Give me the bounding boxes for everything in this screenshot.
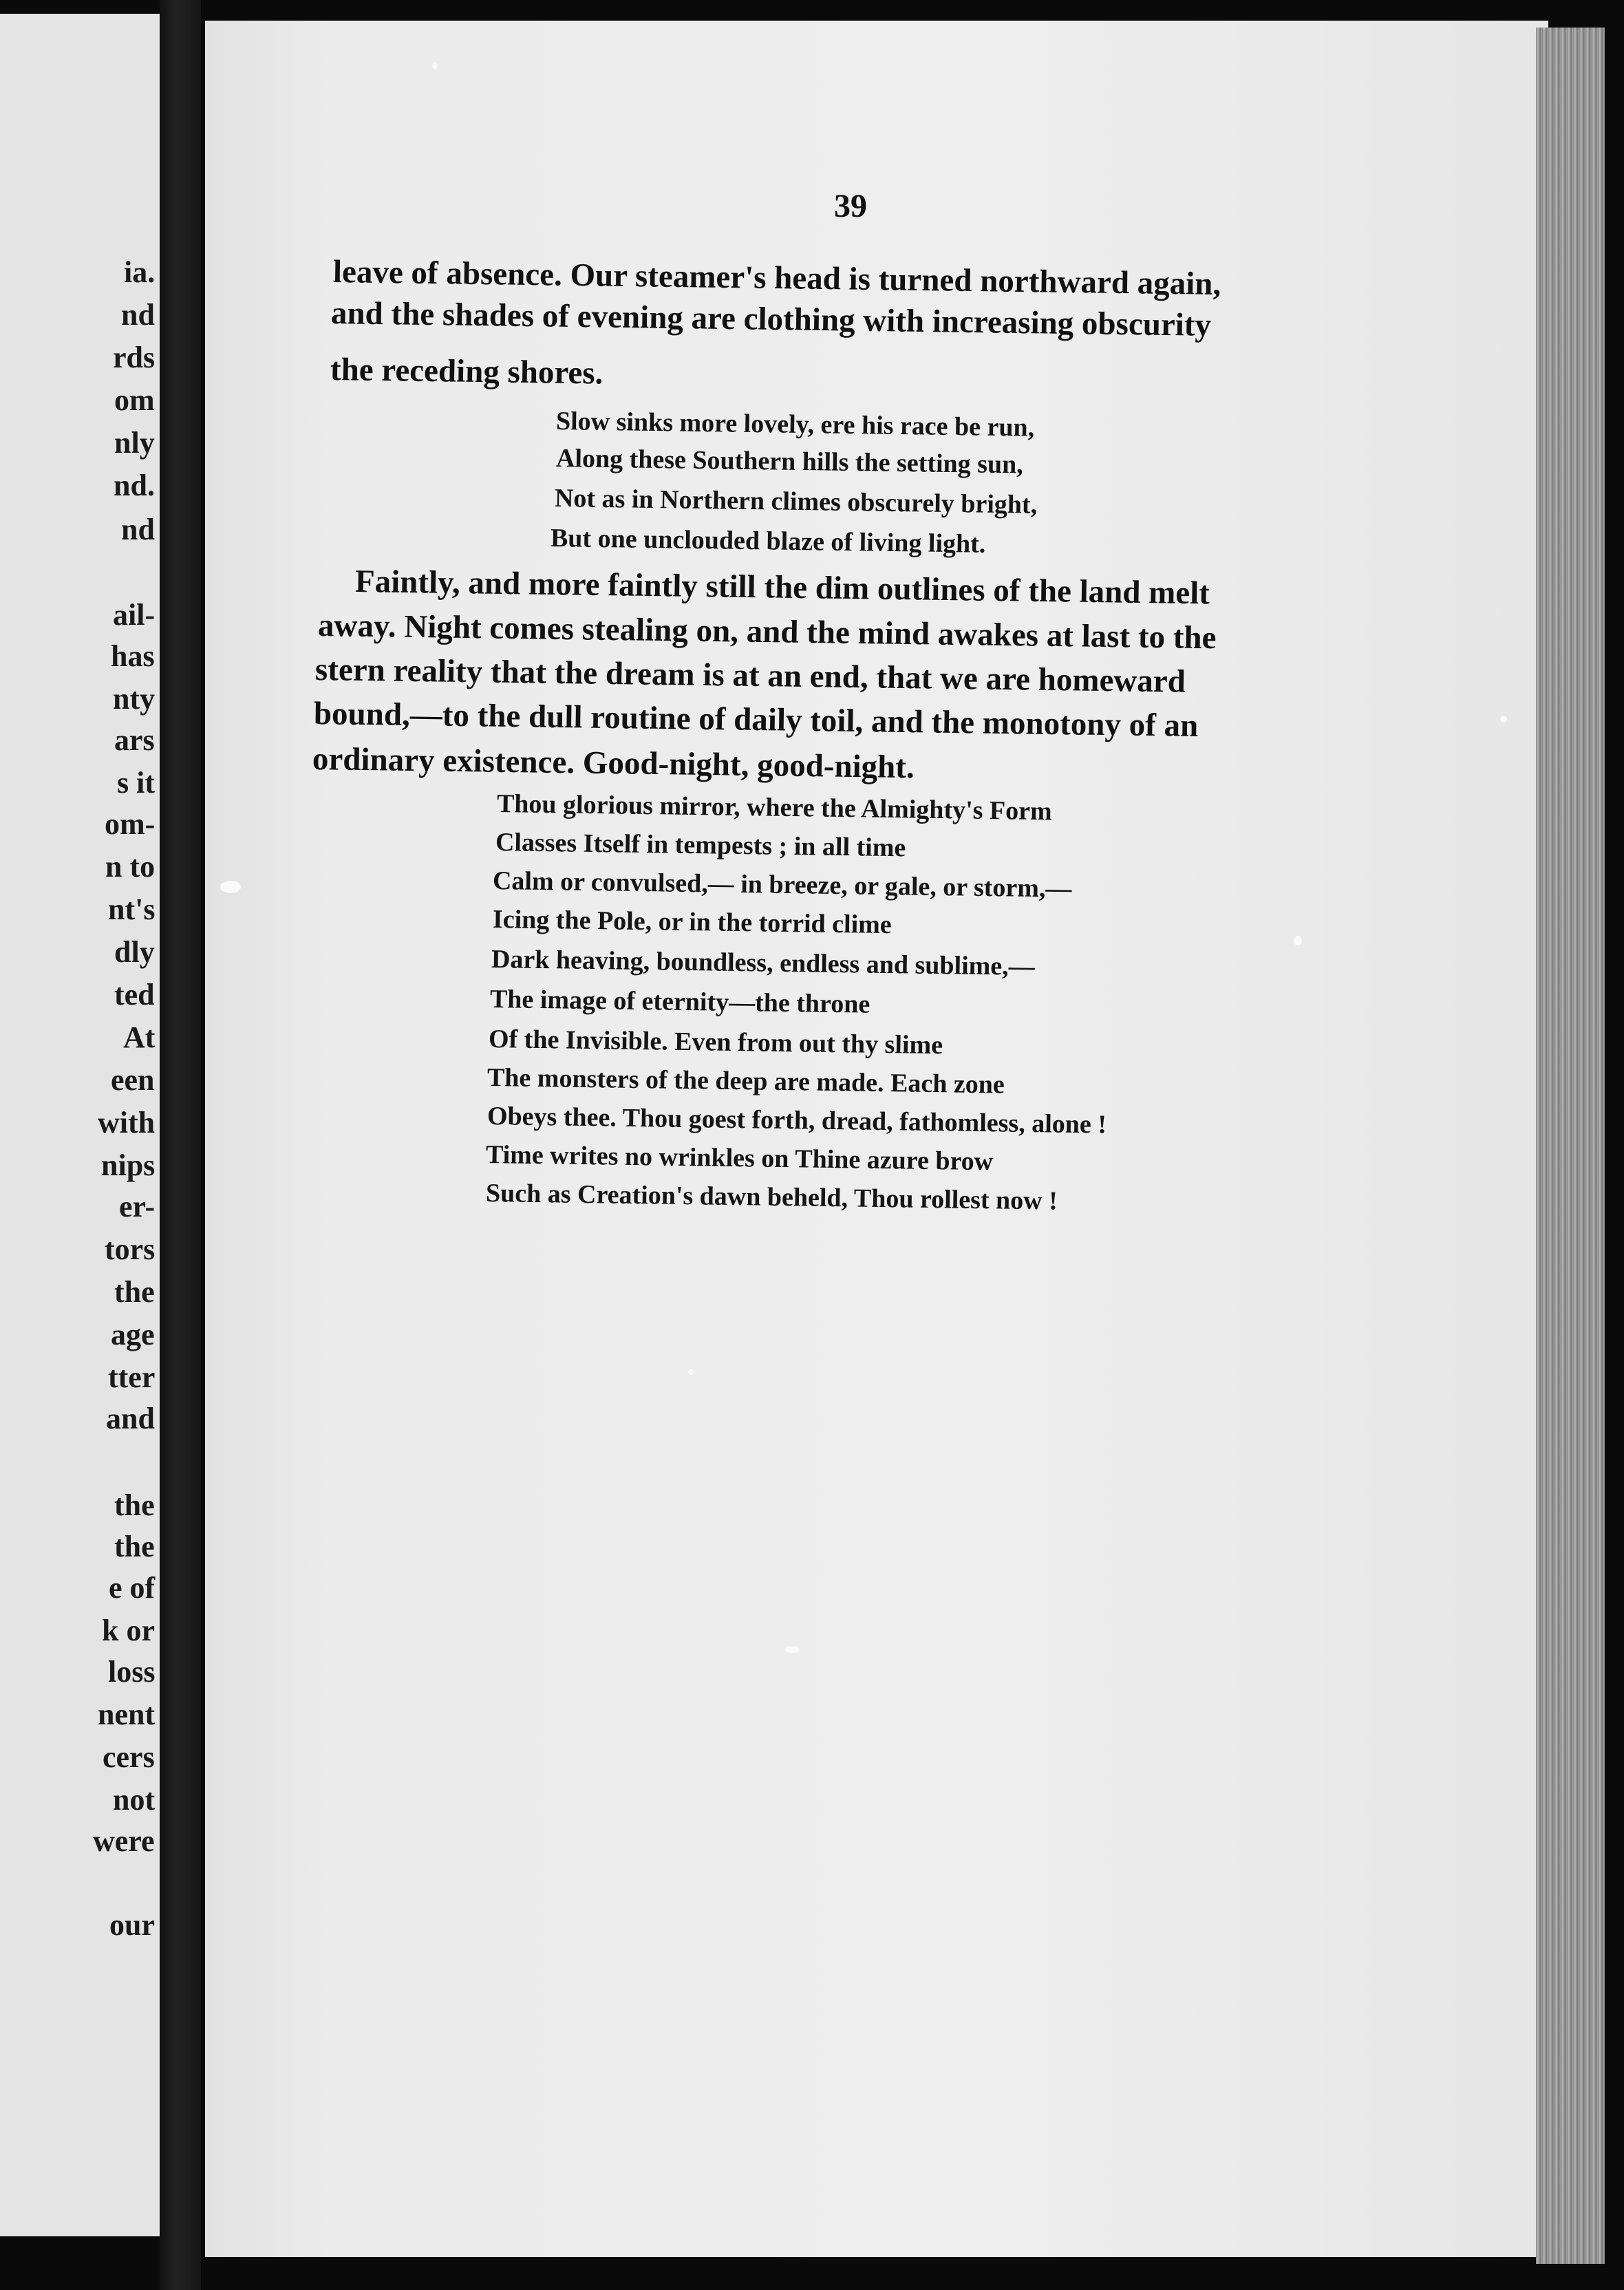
facing-page-fragment-text: age [111,1318,155,1351]
facing-page-fragment-text: tors [105,1232,156,1266]
paragraph-1-line: and the shades of evening are clothing with increasing obscurity [330,295,1212,343]
facing-page-fragment-text: with [98,1106,156,1139]
facing-page-fragment-text: were [93,1824,155,1858]
facing-page-fragment-text: nt's [108,892,156,926]
facing-page-fragment-text: loss [108,1655,156,1689]
facing-page-fragment-text: has [111,639,155,673]
scan-speck [1500,716,1507,723]
verse-1-line: Not as in Northern climes obscurely bright, [554,484,1038,520]
verse-1-line: Slow sinks more lovely, ere his race be run, [555,407,1035,442]
page-number: 39 [834,188,867,224]
facing-page-fragment-text: nd [121,298,155,332]
facing-page-fragment-text: ail- [113,598,156,632]
facing-page-fragment-text: nent [98,1698,156,1731]
facing-page-fragment-text: e of [109,1571,156,1605]
facing-page-fragment-text: een [111,1063,155,1097]
facing-page-fragment-text: om [114,383,155,417]
verse-2-line: Classes Itself in tempests ; in all time [495,828,906,863]
facing-page-fragment [0,14,160,2236]
facing-page-fragment-text: om- [105,807,156,841]
facing-page-fragment-text: the [114,1530,155,1563]
verse-2-line: Thou glorious mirror, where the Almighty's Form [496,789,1052,826]
scan-speck [784,1646,800,1653]
verse-2-line: The monsters of the deep are made. Each zone [487,1063,1005,1100]
scan-speck [220,881,241,893]
scan-speck [1294,936,1302,945]
verse-1-line: Along these Southern hills the setting sun, [555,444,1024,480]
paragraph-1-line: leave of absence. Our steamer's head is turned northward again, [332,254,1221,303]
facing-page-fragment-text: rds [113,341,156,374]
facing-page-fragment-text: cers [103,1740,155,1774]
facing-page-fragment-text: nd [121,513,155,546]
facing-page-fragment-text: ia. [124,255,156,289]
scan-speck [432,63,438,69]
verse-2-line: Icing the Pole, or in the torrid clime [492,905,892,940]
facing-page-fragment-text: n to [105,850,156,884]
verse-2-line: Time writes no wrinkles on Thine azure brow [485,1140,994,1177]
page-edges [1536,28,1605,2264]
verse-1-line: But one unclouded blaze of living light. [550,524,986,559]
facing-page-fragment-text: nd. [114,469,155,502]
verse-2-line: Dark heaving, boundless, endless and sublime,— [491,945,1035,982]
facing-page-fragment-text: not [113,1783,156,1817]
paragraph-2-line: stern reality that the dream is at an end, that we are homeward [314,652,1186,700]
facing-page-fragment-text: dly [114,935,155,969]
facing-page-fragment-text: ted [114,978,155,1012]
book-gutter [160,0,201,2290]
facing-page-fragment-text: At [123,1020,156,1054]
verse-2-line: The image of eternity—the throne [489,985,870,1019]
verse-2-line: Calm or convulsed,— in breeze, or gale, or storm,— [492,866,1072,903]
facing-page-fragment-text: the [114,1488,155,1522]
verse-2-line: Such as Creation's dawn beheld, Thou rollest now ! [485,1179,1058,1216]
paragraph-2-line: Faintly, and more faintly still the dim outlines of the land melt [354,564,1210,612]
facing-page-fragment-text: our [109,1908,155,1942]
paragraph-2-line: away. Night comes stealing on, and the mind awakes at last to the [317,608,1217,656]
facing-page-fragment-text: the [114,1275,155,1309]
facing-page-fragment-text: k or [102,1614,155,1647]
verse-2-line: Obeys thee. Thou goest forth, dread, fathomless, alone ! [487,1102,1107,1139]
facing-page-fragment-text: tter [108,1360,156,1394]
paragraph-2-line: ordinary existence. Good-night, good-night. [312,741,915,786]
facing-page-fragment-text: ars [114,723,155,757]
paragraph-1-line: the receding shores. [330,352,603,392]
facing-page-fragment-text: nly [114,426,155,460]
facing-page-fragment-text: and [106,1402,155,1435]
facing-page-fragment-text: nty [113,682,156,716]
facing-page-fragment-text: s it [117,766,155,800]
scan-speck [688,1369,694,1375]
paragraph-2-line: bound,—to the dull routine of daily toil, and the monotony of an [313,696,1199,744]
facing-page-fragment-text: nips [101,1148,156,1182]
facing-page-fragment-text: er- [119,1190,156,1223]
verse-2-line: Of the Invisible. Even from out thy slime [488,1025,943,1060]
